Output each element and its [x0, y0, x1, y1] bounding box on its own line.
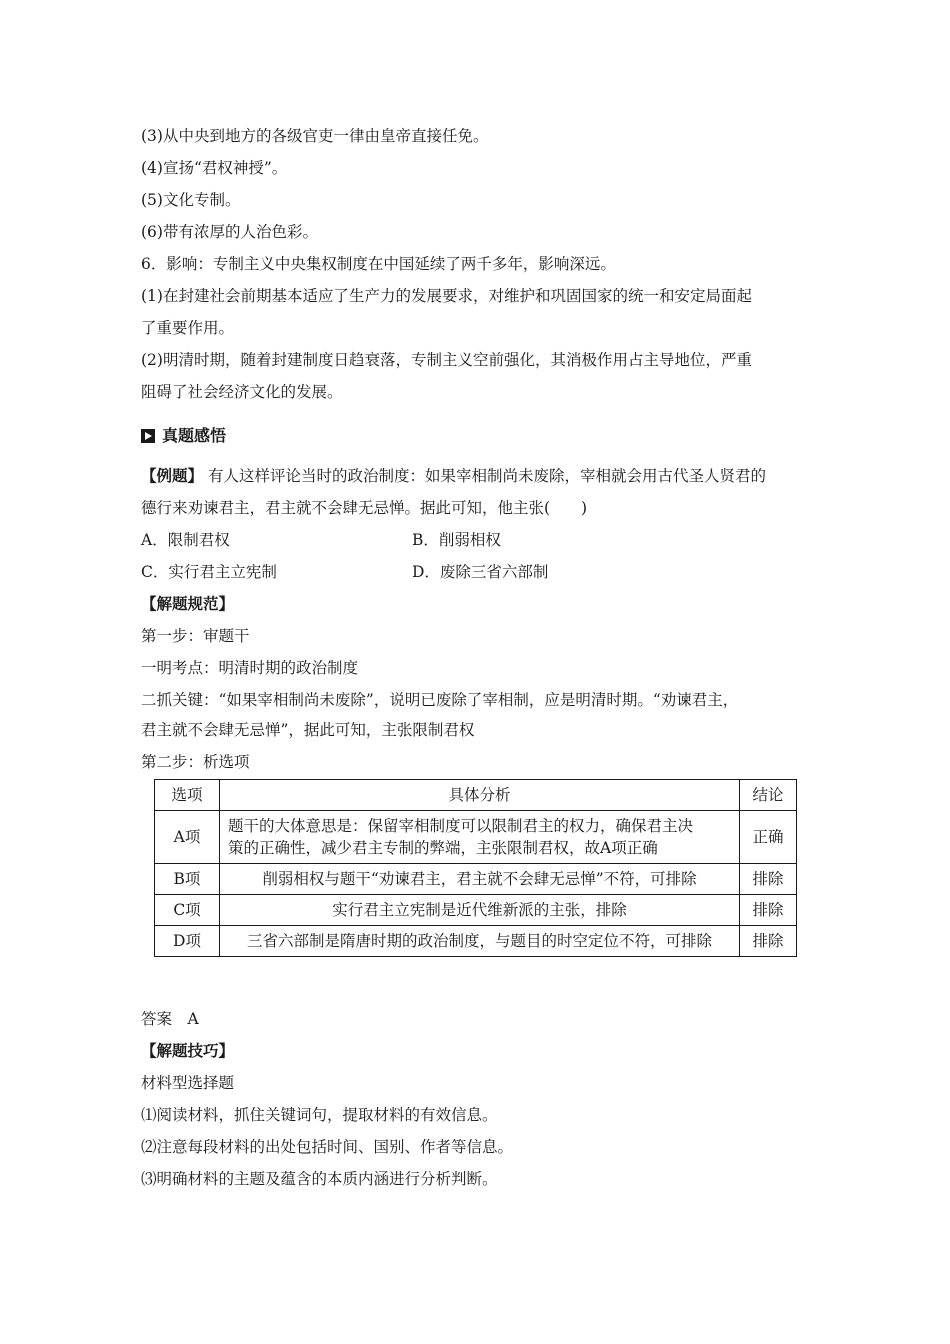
table-cell-option: A项: [155, 811, 220, 864]
tip-item: ⑴阅读材料，抓住关键词句，提取材料的有效信息。: [141, 1106, 498, 1124]
paragraph-line: (5)文化专制。: [141, 191, 241, 209]
section-heading: [141, 426, 226, 446]
paragraph-line: 6．影响：专制主义中央集权制度在中国延续了两千多年，影响深远。: [141, 255, 616, 273]
key-point-1: 一明考点：明清时期的政治制度: [141, 659, 359, 677]
analysis-line: 题干的大体意思是：保留宰相制度可以限制君主的权力，确保君主决: [228, 817, 694, 835]
paragraph-line: (2)明清时期，随着封建制度日趋衰落，专制主义空前强化，其消极作用占主导地位，严重: [141, 351, 752, 369]
table-cell-analysis: [220, 811, 740, 864]
tips-title: 材料型选择题: [141, 1074, 235, 1092]
key-point-2-line-1: 二抓关键：“如果宰相制尚未废除”，说明已废除了宰相制，应是明清时期。“劝谏君主，: [141, 691, 739, 709]
table-cell-conclusion: 排除: [740, 895, 797, 926]
table-cell-analysis: 实行君主立宪制是近代维新派的主张，排除: [220, 895, 740, 926]
table-row: [155, 895, 797, 926]
tip-item: ⑶明确材料的主题及蕴含的本质内涵进行分析判断。: [141, 1170, 498, 1188]
options-analysis-table: [154, 779, 797, 957]
table-row: [155, 864, 797, 895]
table-row: [155, 926, 797, 957]
table-header: 具体分析: [220, 780, 740, 811]
table-cell-option: B项: [155, 864, 220, 895]
table-row: [155, 811, 797, 864]
table-header: 结论: [740, 780, 797, 811]
answer: 答案 A: [141, 1010, 199, 1028]
option-c: C．实行君主立宪制: [141, 563, 277, 581]
table-cell-option: D项: [155, 926, 220, 957]
option-d: D．废除三省六部制: [412, 563, 549, 581]
step-one: 第一步：审题干: [141, 627, 250, 645]
tips-label: 【解题技巧】: [141, 1041, 235, 1060]
example-line-1: [141, 466, 766, 486]
example-text: 有人这样评论当时的政治制度：如果宰相制尚未废除，宰相就会用古代圣人贤君的: [203, 467, 766, 485]
table-header-row: [155, 780, 797, 811]
section-heading-text: 真题感悟: [162, 426, 227, 445]
analysis-line: 策的正确性，减少君主专制的弊端，主张限制君权，故A项正确: [228, 839, 658, 857]
step-two: 第二步：析选项: [141, 753, 250, 771]
example-line-2: 德行来劝谏君主，君主就不会肆无忌惮。据此可知，他主张( ): [141, 499, 588, 517]
paragraph-line: (1)在封建社会前期基本适应了生产力的发展要求，对维护和巩固国家的统一和安定局面起: [141, 287, 752, 305]
table-cell-analysis: 削弱相权与题干“劝谏君主，君主就不会肆无忌惮”不符，可排除: [220, 864, 740, 895]
example-label: 【例题】: [141, 466, 204, 485]
option-a: A．限制君权: [141, 531, 230, 549]
paragraph-line: (6)带有浓厚的人治色彩。: [141, 223, 318, 241]
table-cell-option: C项: [155, 895, 220, 926]
play-triangle-icon: [141, 429, 155, 443]
table-cell-analysis: 三省六部制是隋唐时期的政治制度，与题目的时空定位不符，可排除: [220, 926, 740, 957]
table-cell-conclusion: 正确: [740, 811, 797, 864]
table-cell-conclusion: 排除: [740, 926, 797, 957]
tip-item: ⑵注意每段材料的出处包括时间、国别、作者等信息。: [141, 1138, 514, 1156]
paragraph-line: (4)宣扬“君权神授”。: [141, 159, 288, 177]
solution-label: 【解题规范】: [141, 594, 235, 613]
table-cell-conclusion: 排除: [740, 864, 797, 895]
paragraph-line: 阻碍了社会经济文化的发展。: [141, 383, 343, 401]
paragraph-line: (3)从中央到地方的各级官吏一律由皇帝直接任免。: [141, 127, 489, 145]
paragraph-line: 了重要作用。: [141, 319, 235, 337]
key-point-2-line-2: 君主就不会肆无忌惮”，据此可知，主张限制君权: [141, 721, 475, 739]
option-b: B．削弱相权: [412, 531, 501, 549]
table-header: 选项: [155, 780, 220, 811]
